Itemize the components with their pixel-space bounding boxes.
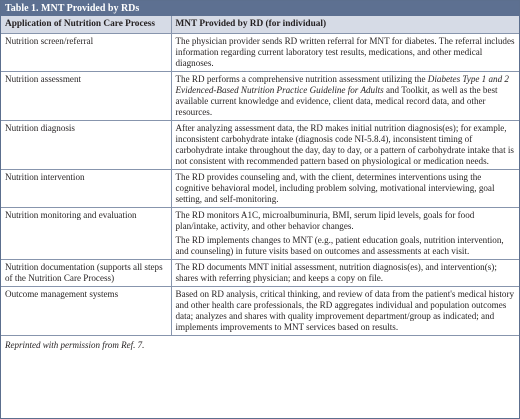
row-description: Based on RD analysis, critical thinking, and review of data from the patient's medical history and other health care professionals, the RD aggregates individual and population outcomes data; analyzes and shares with quality improvement department/group as indicated; and implements improvements to MNT services based on results. bbox=[171, 287, 519, 336]
row-description bbox=[171, 208, 519, 260]
table-row bbox=[1, 208, 519, 260]
table-row bbox=[1, 72, 519, 121]
row-description: The RD documents MNT initial assessment, nutrition diagnosis(es), and intervention(s); shares with referring physician; and keeps a copy on file. bbox=[171, 260, 519, 287]
table-header-row bbox=[1, 16, 519, 34]
row-text-part: The RD performs a comprehensive nutrition assessment utilizing the bbox=[175, 74, 428, 84]
row-step-label: Nutrition monitoring and evaluation bbox=[1, 208, 171, 260]
table-footnote: Reprinted with permission from Ref. 7. bbox=[5, 340, 145, 350]
column-header-application: Application of Nutrition Care Process bbox=[1, 16, 171, 34]
row-step-label: Nutrition intervention bbox=[1, 170, 171, 208]
table-row bbox=[1, 34, 519, 72]
row-paragraph: The RD monitors A1C, microalbuminuria, BMI, serum lipid levels, goals for food plan/intake, activity, and other behavior changes. bbox=[175, 210, 475, 231]
table-row bbox=[1, 121, 519, 170]
row-step-label: Outcome management systems bbox=[1, 287, 171, 336]
table-row bbox=[1, 260, 519, 287]
row-step-label: Nutrition diagnosis bbox=[1, 121, 171, 170]
table-title: Table 1. MNT Provided by RDs bbox=[1, 1, 519, 16]
row-description: The physician provider sends RD written referral for MNT for diabetes. The referral includes information regarding current laboratory test results, medications, and other medical diagnoses. bbox=[171, 34, 519, 72]
row-text-part: and Toolkit, as well as the best available current knowledge and evidence, client data, medical record data, and other resources. bbox=[175, 85, 498, 117]
row-step-label: Nutrition assessment bbox=[1, 72, 171, 121]
guideline-title: Diabetes Type 1 and 2 Evidenced-Based Nutrition Practice Guideline for Adults bbox=[175, 74, 509, 95]
table-row bbox=[1, 287, 519, 336]
row-description bbox=[171, 72, 519, 121]
mnt-table bbox=[1, 16, 519, 336]
row-step-label: Nutrition documentation (supports all steps of the Nutrition Care Process) bbox=[1, 260, 171, 287]
column-header-mnt: MNT Provided by RD (for individual) bbox=[171, 16, 519, 34]
row-description: The RD provides counseling and, with the client, determines interventions using the cognitive behavioral model, including problem solving, motivational interviewing, goal setting, and self-monitoring. bbox=[171, 170, 519, 208]
table-row bbox=[1, 170, 519, 208]
row-step-label: Nutrition screen/referral bbox=[1, 34, 171, 72]
row-description: After analyzing assessment data, the RD makes initial nutrition diagnosis(es); for example, inconsistent carbohydrate intake (diagnosis code NI-5.8.4), inconsistent timing of carbohydrate intake throughout the day, day to day, or a pattern of carbohydrate intake that is not consistent with recommended pattern based on physiological or medication needs. bbox=[171, 121, 519, 170]
row-paragraph: The RD implements changes to MNT (e.g., patient education goals, nutrition intervention, and counseling) in future visits based on outcomes and assessments at each visit. bbox=[175, 235, 504, 256]
